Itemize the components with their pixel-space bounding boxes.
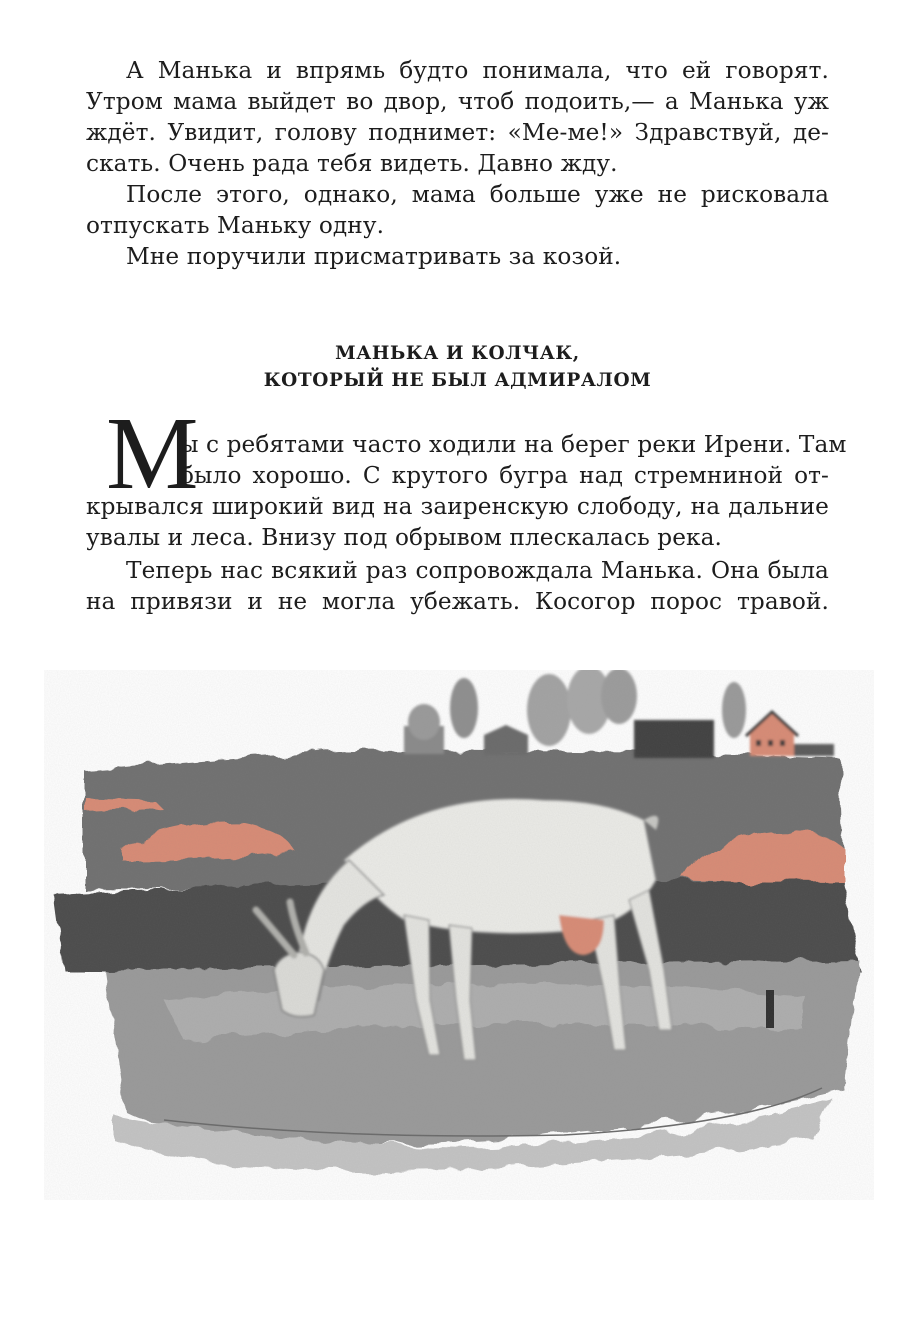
text-line: После этого, однако, мама больше уже не рисковала [126, 181, 829, 208]
drop-cap: М [106, 396, 199, 511]
text-line: крывался широкий вид на заиренскую слободу, на дальние [86, 493, 829, 520]
text-line: скать. Очень рада тебя видеть. Давно жду. [86, 150, 618, 177]
chapter-title-line-1: МАНЬКА И КОЛЧАК, [335, 343, 580, 364]
paper-grain [44, 670, 874, 1200]
text-line: Утром мама выйдет во двор, чтоб подоить,— а Манька уж [86, 88, 829, 115]
goat-illustration [44, 670, 874, 1200]
text-line: на привязи и не могла убежать. Косогор порос травой. [86, 588, 829, 615]
text-line: Теперь нас всякий раз сопровождала Манька. Она была [126, 557, 829, 584]
text-line: увалы и леса. Внизу под обрывом плескалась река. [86, 524, 723, 551]
text-line: ждёт. Увидит, голову поднимет: «Ме-ме!» Здравствуй, де- [86, 119, 829, 146]
text-line: отпускать Маньку одну. [86, 212, 385, 239]
text-line: было хорошо. С крутого бугра над стремниной от- [180, 462, 829, 489]
chapter-title-line-2: КОТОРЫЙ НЕ БЫЛ АДМИРАЛОМ [263, 370, 652, 391]
text-line: Мне поручили присматривать за козой. [126, 243, 622, 270]
text-line: ы с ребятами часто ходили на берег реки Ирени. Там [180, 431, 847, 458]
text-line: А Манька и впрямь будто понимала, что ей говорят. [126, 57, 829, 84]
